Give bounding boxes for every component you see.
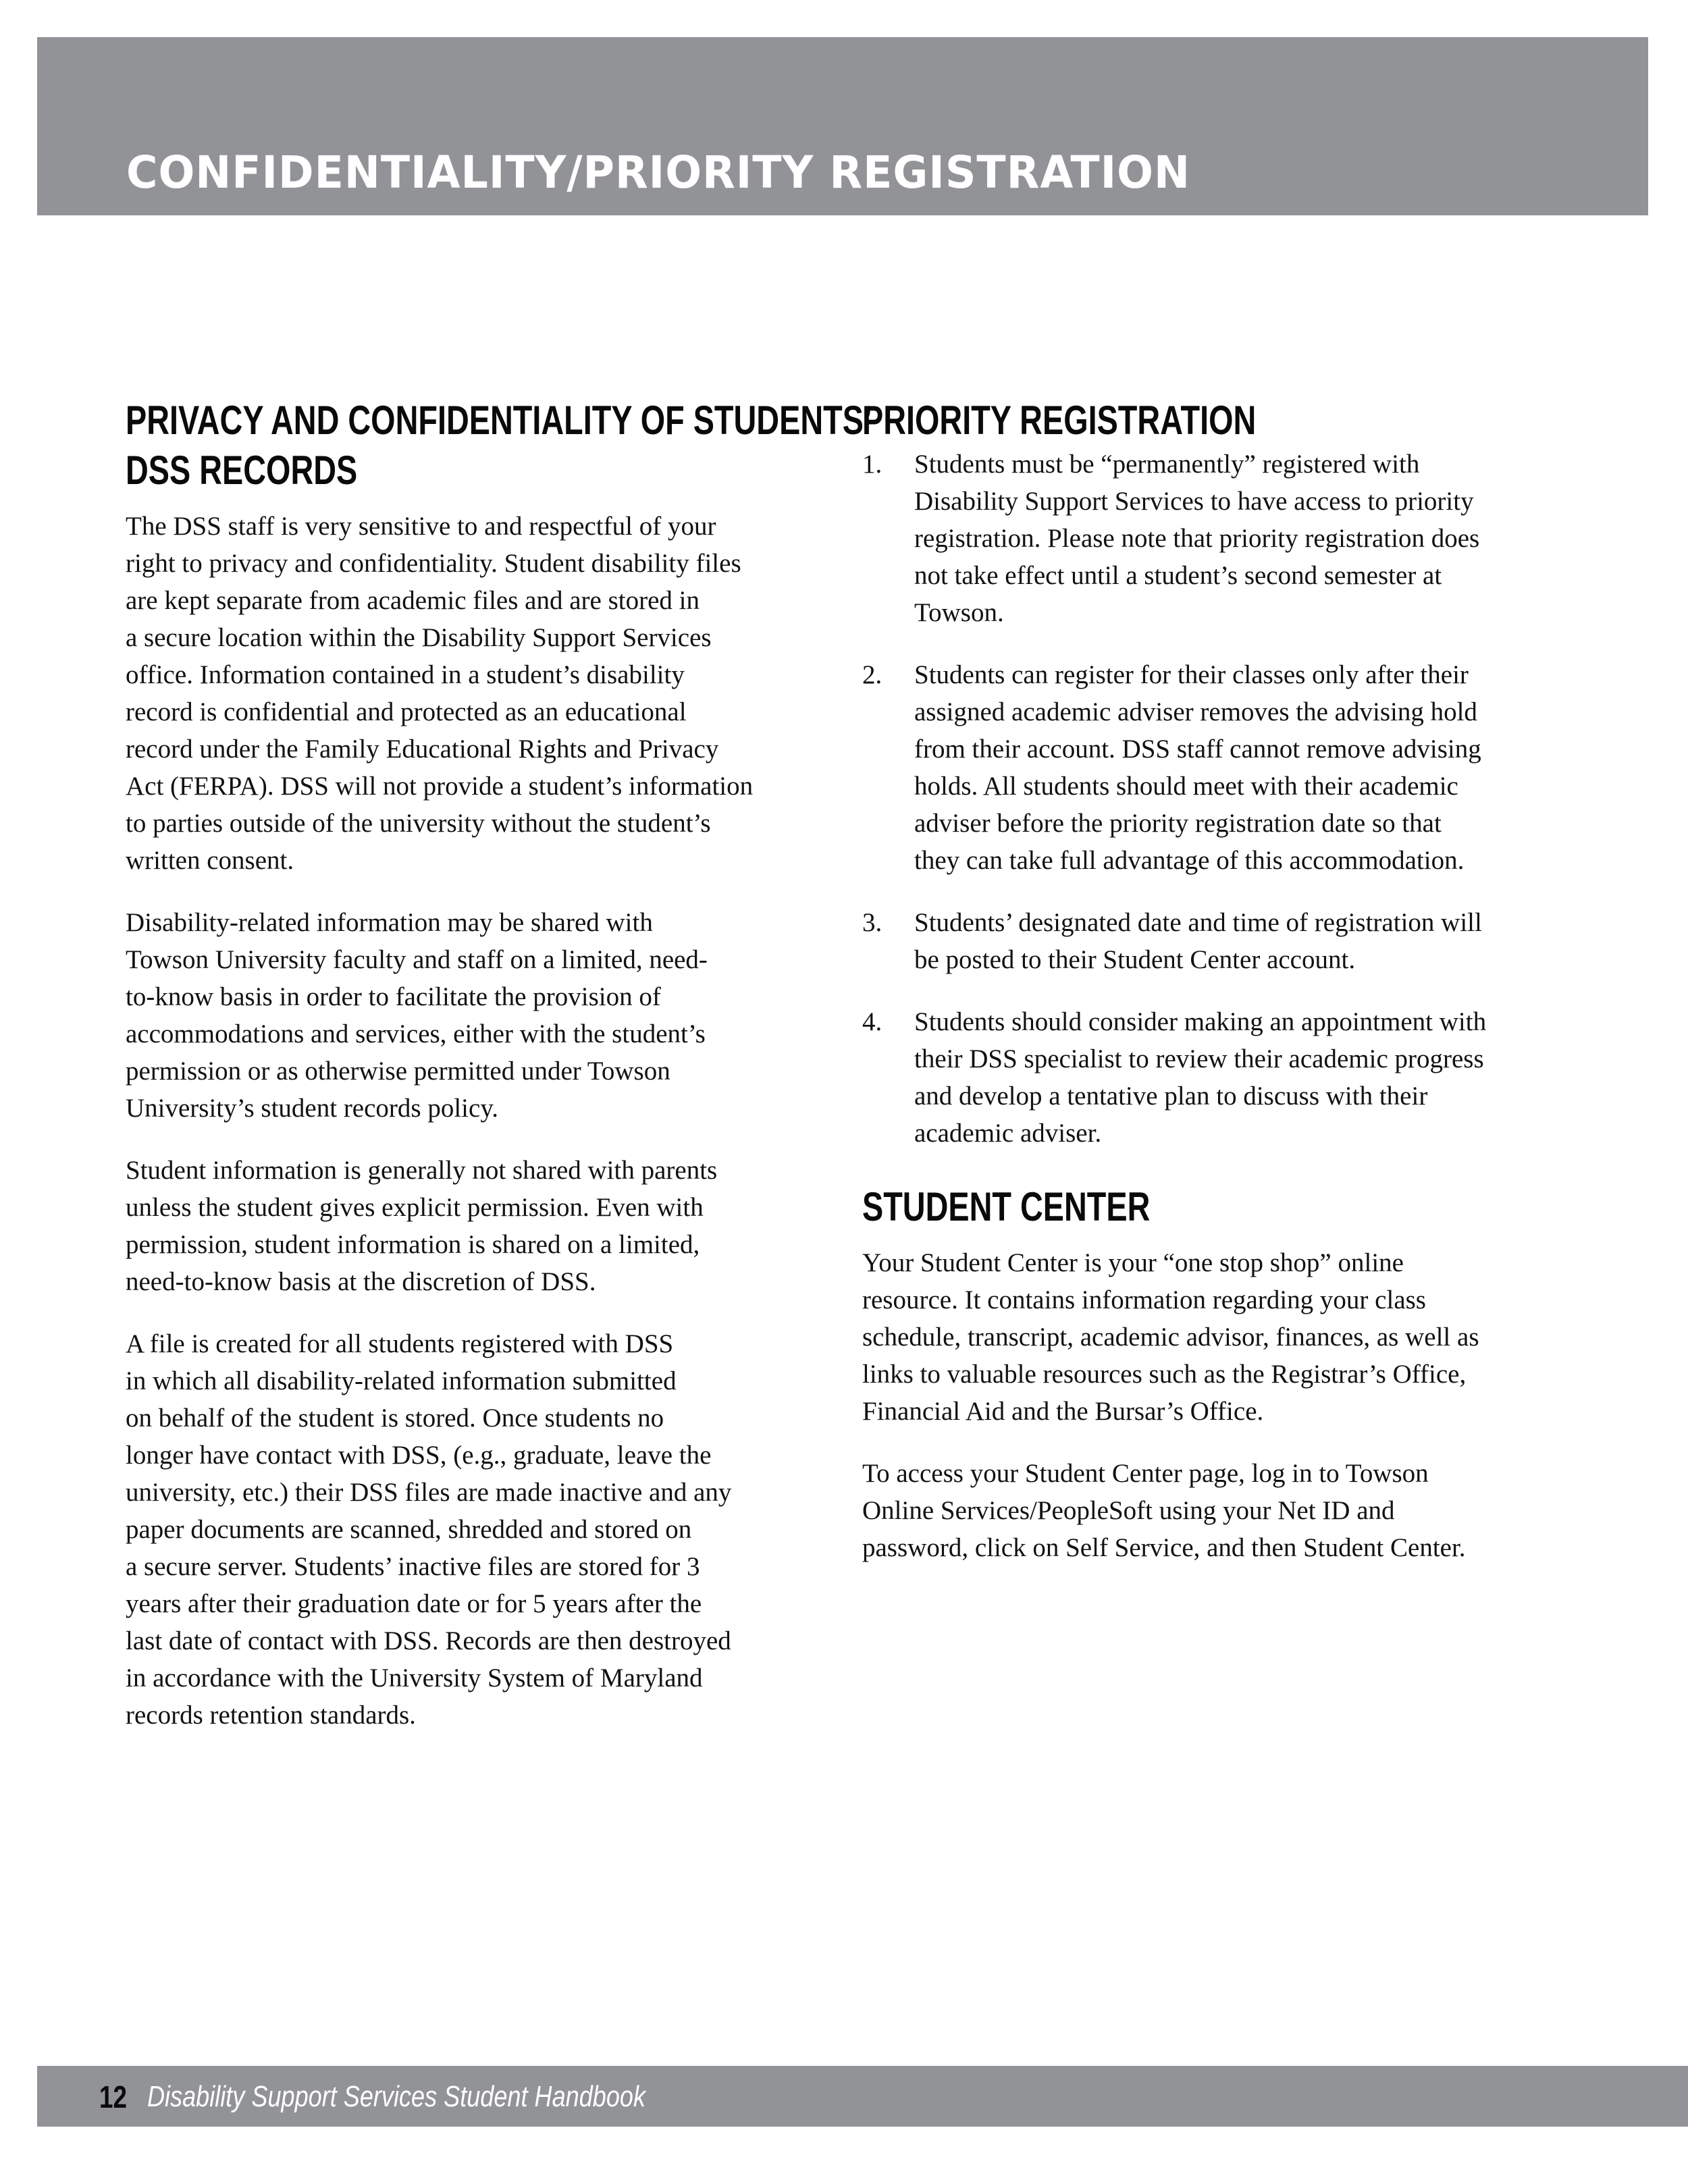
text-line: Students can register for their classes only after their (914, 660, 1469, 689)
text-line: Financial Aid and the Bursar’s Office. (862, 1397, 1264, 1426)
text-line: on behalf of the student is stored. Once students no (126, 1404, 664, 1433)
right-column (862, 396, 1578, 1566)
text-line: written consent. (126, 846, 294, 875)
text-line: academic adviser. (914, 1119, 1102, 1148)
text-line: a secure location within the Disability Support Services (126, 623, 712, 652)
text-line: holds. All students should meet with their academic (914, 772, 1458, 801)
text-line: Disability Support Services to have access to priority (914, 487, 1474, 516)
text-line: resource. It contains information regarding your class (862, 1285, 1426, 1314)
page-title: CONFIDENTIALITY/PRIORITY REGISTRATION (126, 147, 1190, 198)
text-line: need-to-know basis at the discretion of DSS. (126, 1267, 596, 1296)
heading-line: DSS RECORDS (126, 448, 358, 493)
text-line: record is confidential and protected as an educational (126, 697, 687, 726)
text-line: be posted to their Student Center account. (914, 945, 1356, 974)
text-line: links to valuable resources such as the Registrar’s Office, (862, 1360, 1467, 1389)
text-line: permission or as otherwise permitted under Towson (126, 1057, 670, 1086)
heading-line: STUDENT CENTER (862, 1184, 1151, 1229)
text-line: unless the student gives explicit permission. Even with (126, 1193, 704, 1222)
text-line: The DSS staff is very sensitive to and respectful of your (126, 512, 716, 541)
text-line: permission, student information is shared on a limited, (126, 1230, 700, 1259)
list-item (862, 656, 1578, 879)
text-line: and develop a tentative plan to discuss with their (914, 1082, 1428, 1111)
text-line: longer have contact with DSS, (e.g., graduate, leave the (126, 1441, 712, 1470)
paragraph-student-center-intro (862, 1244, 1578, 1430)
text-line: schedule, transcript, academic advisor, finances, as well as (862, 1323, 1479, 1352)
text-line: to parties outside of the university without the student’s (126, 809, 711, 838)
text-line: Student information is generally not shared with parents (126, 1156, 718, 1185)
text-line: from their account. DSS staff cannot remove advising (914, 735, 1481, 764)
paragraph-privacy-intro (126, 508, 835, 879)
text-line: password, click on Self Service, and then Student Center. (862, 1533, 1466, 1562)
paragraph-file-retention (126, 1325, 835, 1734)
heading-line: PRIVACY AND CONFIDENTIALITY OF STUDENTS’ (126, 398, 872, 443)
text-line: years after their graduation date or for 5 years after the (126, 1589, 702, 1618)
text-line: assigned academic adviser removes the advising hold (914, 697, 1477, 726)
text-line: Students must be “permanently” registered with (914, 450, 1420, 479)
text-line: not take effect until a student’s second semester at (914, 561, 1442, 590)
paragraph-parents (126, 1152, 835, 1300)
text-line: university, etc.) their DSS files are made inactive and any (126, 1478, 732, 1507)
heading-line: PRIORITY REGISTRATION (862, 398, 1257, 443)
text-line: last date of contact with DSS. Records are then destroyed (126, 1626, 731, 1655)
text-line: they can take full advantage of this accommodation. (914, 846, 1465, 875)
list-number: 2. (862, 660, 882, 689)
text-line: Act (FERPA). DSS will not provide a student’s information (126, 772, 754, 801)
text-line: A file is created for all students registered with DSS (126, 1329, 674, 1358)
section-heading-priority-registration (862, 396, 1421, 446)
text-line: accommodations and services, either with the student’s (126, 1019, 706, 1048)
text-line: Towson. (914, 598, 1004, 627)
page-header-bar (37, 37, 1648, 215)
student-center-section (862, 1182, 1578, 1566)
paragraph-info-sharing (126, 904, 835, 1127)
text-line: Students’ designated date and time of registration will (914, 908, 1482, 937)
text-line: Your Student Center is your “one stop shop” online (862, 1248, 1404, 1277)
text-line: records retention standards. (126, 1701, 416, 1730)
text-line: adviser before the priority registration date so that (914, 809, 1442, 838)
text-line: Towson University faculty and staff on a limited, need- (126, 945, 708, 974)
left-column (126, 396, 872, 1734)
text-line: Students should consider making an appointment with (914, 1007, 1487, 1036)
page-footer-bar (37, 2066, 1688, 2127)
text-line: To access your Student Center page, log in to Towson (862, 1459, 1429, 1488)
text-line: office. Information contained in a student’s disability (126, 660, 685, 689)
text-line: are kept separate from academic files and are stored in (126, 586, 700, 615)
section-heading-privacy (126, 396, 872, 496)
text-line: in accordance with the University System of Maryland (126, 1663, 703, 1693)
text-line: record under the Family Educational Rights and Privacy (126, 735, 719, 764)
text-line: a secure server. Students’ inactive files are stored for 3 (126, 1552, 700, 1581)
list-number: 4. (862, 1007, 882, 1036)
text-line: Online Services/PeopleSoft using your Net ID and (862, 1496, 1395, 1525)
text-line: registration. Please note that priority registration does (914, 524, 1480, 553)
text-line: to-know basis in order to facilitate the provision of (126, 982, 661, 1011)
text-line: University’s student records policy. (126, 1094, 499, 1123)
footer-title: Disability Support Services Student Handbook (147, 2080, 646, 2113)
text-line: in which all disability-related information submitted (126, 1366, 677, 1395)
list-number: 1. (862, 450, 882, 479)
list-item (862, 1003, 1578, 1152)
paragraph-student-center-access (862, 1455, 1578, 1566)
text-line: right to privacy and confidentiality. Student disability files (126, 549, 741, 578)
text-line: their DSS specialist to review their academic progress (914, 1044, 1484, 1073)
list-number: 3. (862, 908, 882, 937)
list-item (862, 446, 1578, 631)
page-number: 12 (99, 2079, 127, 2114)
section-heading-student-center (862, 1182, 1421, 1232)
text-line: Disability-related information may be shared with (126, 908, 653, 937)
priority-registration-list (862, 446, 1578, 1152)
text-line: paper documents are scanned, shredded and stored on (126, 1515, 692, 1544)
list-item (862, 904, 1578, 978)
